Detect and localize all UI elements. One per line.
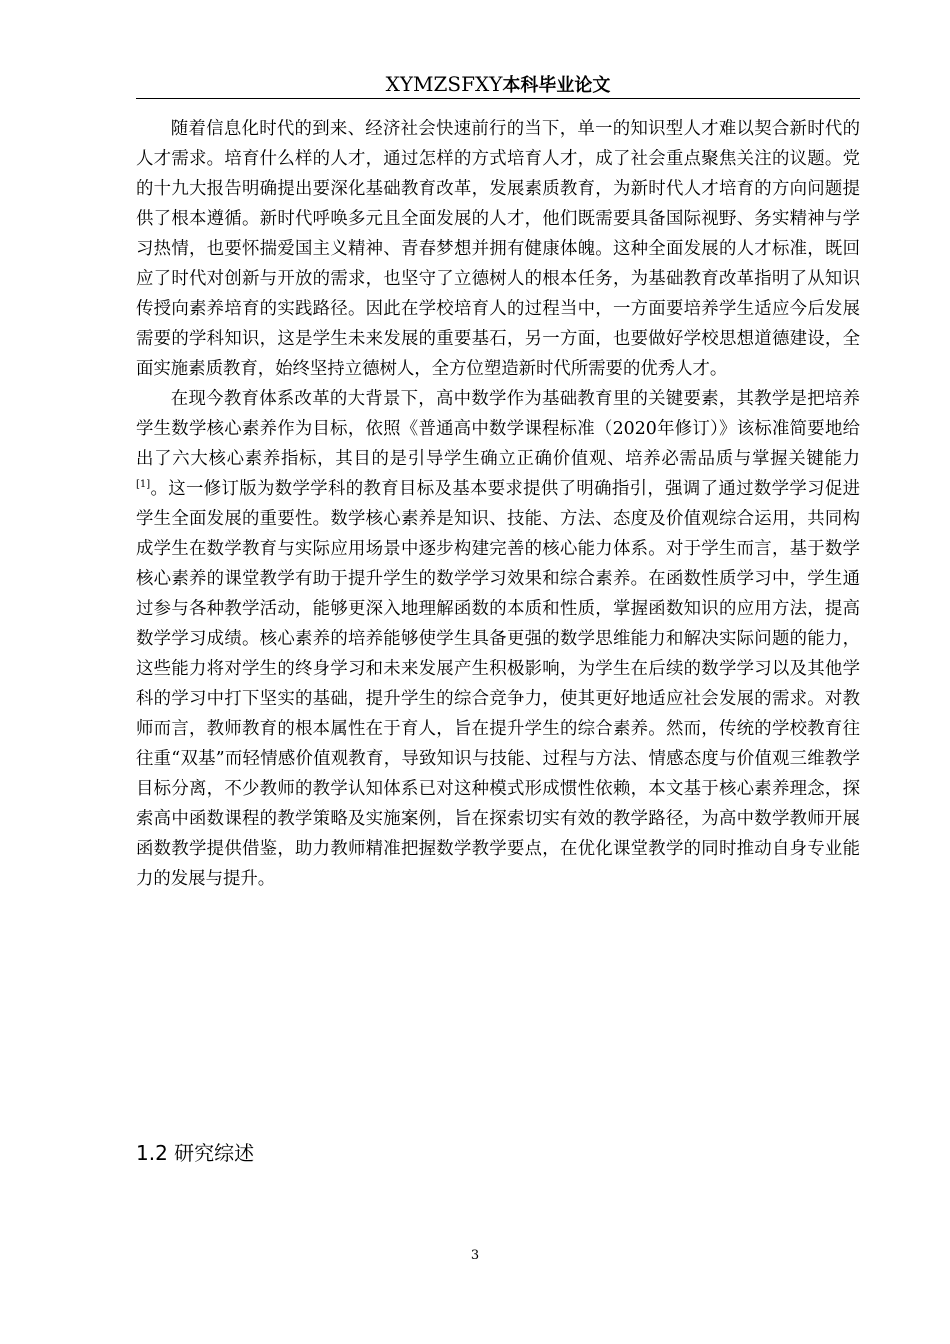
header-rule xyxy=(136,98,860,99)
page-number: 3 xyxy=(470,1248,480,1263)
header-title: 本科毕业论文 xyxy=(502,75,611,96)
section-heading: 1.2 研究综述 xyxy=(136,1141,255,1165)
citation-ref[interactable]: [1] xyxy=(136,479,151,491)
body-text xyxy=(136,114,860,894)
paragraph-2-text-before: 在现今教育体系改革的大背景下，高中数学作为基础教育里的关键要素，其教学是把培养学生数学核心素养作为目标，依照《普通高中数学课程标准（2020年修订）》该标准简要地给出了六大核心素养指标，其目的是引导学生确立正确价值观、培养必需品质与掌握关键能力 xyxy=(136,389,860,469)
paragraph-1: 随着信息化时代的到来、经济社会快速前行的当下，单一的知识型人才难以契合新时代的人才需求。培育什么样的人才，通过怎样的方式培育人才，成了社会重点聚焦关注的议题。党的十九大报告明确提出要深化基础教育改革，发展素质教育，为新时代人才培育的方向问题提供了根本遵循。新时代呼唤多元且全面发展的人才，他们既需要具备国际视野、务实精神与学习热情，也要怀揣爱国主义精神、青春梦想并拥有健康体魄。这种全面发展的人才标准，既回应了时代对创新与开放的需求，也坚守了立德树人的根本任务，为基础教育改革指明了从知识传授向素养培育的实践路径。因此在学校培育人的过程当中，一方面要培养学生适应今后发展需要的学科知识，这是学生未来发展的重要基石，另一方面，也要做好学校思想道德建设，全面实施素质教育，始终坚持立德树人，全方位塑造新时代所需要的优秀人才。 xyxy=(136,119,860,379)
paragraph-2 xyxy=(136,384,860,894)
paragraph-2-text-after: 。这一修订版为数学学科的教育目标及基本要求提供了明确指引，强调了通过数学学习促进学生全面发展的重要性。数学核心素养是知识、技能、方法、态度及价值观综合运用，共同构成学生在数学教育与实际应用场景中逐步构建完善的核心能力体系。对于学生而言，基于数学核心素养的课堂教学有助于提升学生的数学学习效果和综合素养。在函数性质学习中，学生通过参与各种教学活动，能够更深入地理解函数的本质和性质，掌握函数知识的应用方法，提高数学学习成绩。核心素养的培养能够使学生具备更强的数学思维能力和解决实际问题的能力，这些能力将对学生的终身学习和未来发展产生积极影响，为学生在后续的数学学习以及其他学科的学习中打下坚实的基础，提升学生的综合竞争力，使其更好地适应社会发展的需求。对教师而言，教师教育的根本属性在于育人，旨在提升学生的综合素养。然而，传统的学校教育往往重“双基”而轻情感价值观教育，导致知识与技能、过程与方法、情感态度与价值观三维教学目标分离，不少教师的教学认知体系已对这种模式形成惯性依赖，本文基于核心素养理念，探索高中函数课程的教学策略及实施案例，旨在探索切实有效的教学路径，为高中数学教师开展函数教学提供借鉴，助力教师精准把握数学教学要点，在优化课堂教学的同时推动自身专业能力的发展与提升。 xyxy=(136,479,860,889)
running-header xyxy=(136,70,860,98)
header-latin: XYMZSFXY xyxy=(385,72,503,96)
